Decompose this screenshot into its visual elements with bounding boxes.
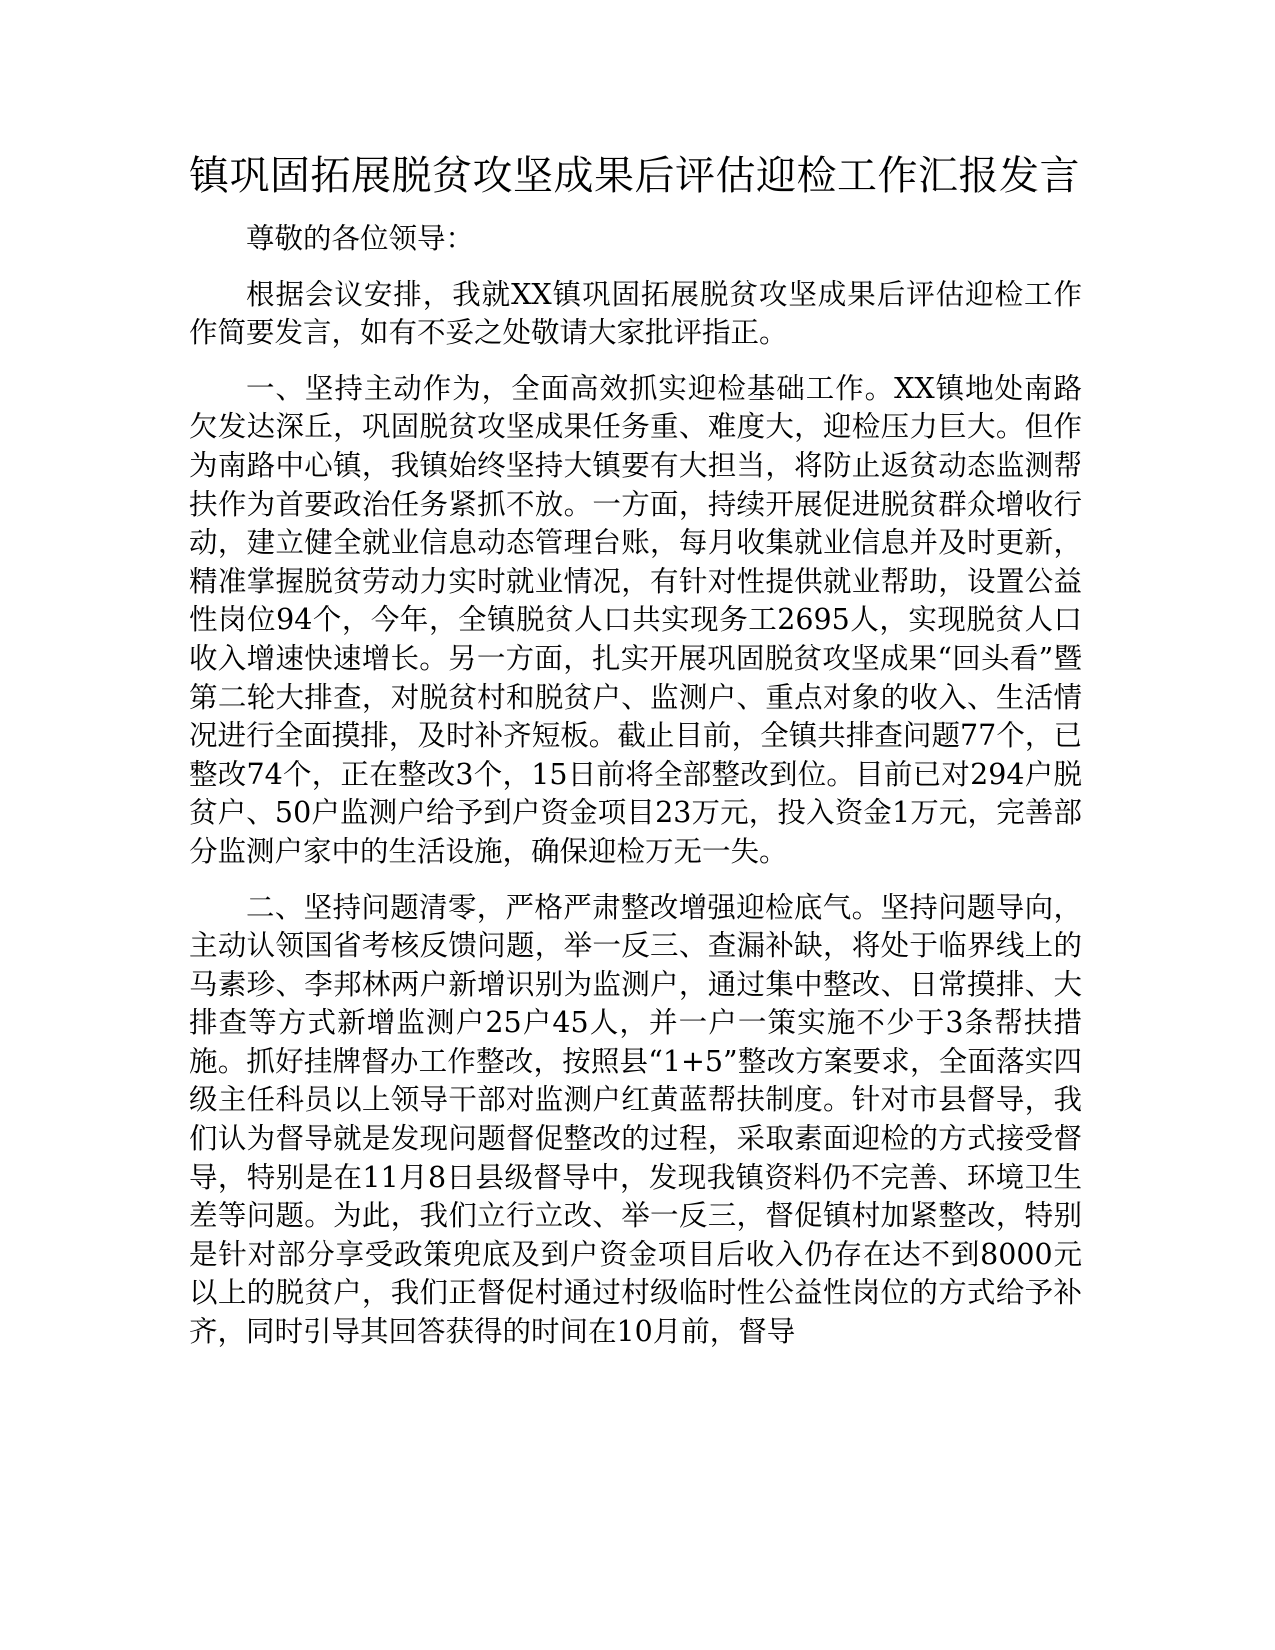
document-title: 镇巩固拓展脱贫攻坚成果后评估迎检工作汇报发言 xyxy=(189,153,1080,199)
greeting: 尊敬的各位领导： xyxy=(246,222,475,255)
paragraph-section-2: 二、坚持问题清零，严格严肃整改增强迎检底气。坚持问题导向，主动认领国省考核反馈问题，举一反三、查漏补缺，将处于临界线上的马素珍、李邦林两户新增识别为监测户，通过集中整改、日常摸排、大排查等方式新增监测户25户45人，并一户一策实施不少于3条帮扶措施。抓好挂牌督办工作整改，按照县“1+5”整改方案要求，全面落实四级主任科员以上领导干部对监测户红黄蓝帮扶制度。针对市县督导，我们认为督导就是发现问题督促整改的过程，采取素面迎检的方式接受督导，特别是在11月8日县级督导中，发现我镇资料仍不完善、环境卫生差等问题。为此，我们立行立改、举一反三，督促镇村加紧整改，特别是针对部分享受政策兜底及到户资金项目后收入仍存在达不到8000元以上的脱贫户，我们正督促村通过村级临时性公益性岗位的方式给予补齐，同时引导其回答获得的时间在10月前，督导 xyxy=(189,890,1082,1349)
document-body xyxy=(189,148,1082,1369)
paragraph-intro: 根据会议安排，我就XX镇巩固拓展脱贫攻坚成果后评估迎检工作作简要发言，如有不妥之处敬请大家批评指正。 xyxy=(189,277,1082,350)
paragraph-section-1: 一、坚持主动作为，全面高效抓实迎检基础工作。XX镇地处南路欠发达深丘，巩固脱贫攻坚成果任务重、难度大，迎检压力巨大。但作为南路中心镇，我镇始终坚持大镇要有大担当，将防止返贫动态监测帮扶作为首要政治任务紧抓不放。一方面，持续开展促进脱贫群众增收行动，建立健全就业信息动态管理台账，每月收集就业信息并及时更新，精准掌握脱贫劳动力实时就业情况，有针对性提供就业帮助，设置公益性岗位94个，今年，全镇脱贫人口共实现务工2695人，实现脱贫人口收入增速快速增长。另一方面，扎实开展巩固脱贫攻坚成果“回头看”暨第二轮大排查，对脱贫村和脱贫户、监测户、重点对象的收入、生活情况进行全面摸排，及时补齐短板。截止目前，全镇共排查问题77个，已整改74个，正在整改3个，15日前将全部整改到位。目前已对294户脱贫户、50户监测户给予到户资金项目23万元，投入资金1万元，完善部分监测户家中的生活设施，确保迎检万无一失。 xyxy=(189,371,1082,868)
